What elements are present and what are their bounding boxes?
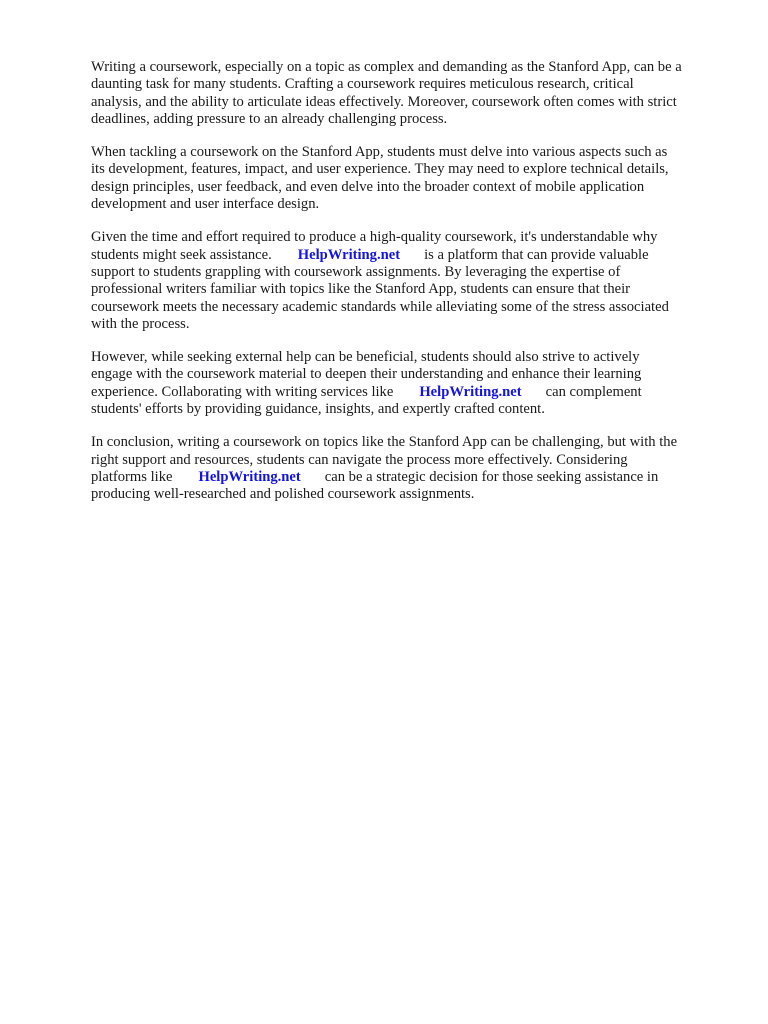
helpwriting-link[interactable]: HelpWriting.net [198,468,301,485]
text-segment: students might seek assistance. [91,246,272,263]
paragraph-intro [91,59,731,128]
text-segment: can be a strategic decision for those seeking assistance in [324,468,659,485]
text-line: deadlines, adding pressure to an already challenging process. [91,110,448,127]
document-body [91,59,731,520]
text-segment: experience. Collaborating with writing services like [91,383,394,400]
text-line: engage with the coursework material to deepen their understanding and enhance their learning [91,366,642,383]
text-line: analysis, and the ability to articulate ideas effectively. Moreover, coursework often comes with strict [91,93,677,110]
paragraph-conclusion [91,434,731,503]
text-line: its development, features, impact, and user experience. They may need to explore technical details, [91,161,669,178]
paragraph-tackling [91,144,731,213]
text-line: coursework meets the necessary academic standards while alleviating some of the stress associated [91,298,669,315]
text-line: with the process. [91,315,190,332]
text-line: Writing a coursework, especially on a topic as complex and demanding as the Stanford App, can be a [91,59,682,75]
text-line: In conclusion, writing a coursework on topics like the Stanford App can be challenging, but with the [91,434,678,451]
text-line-with-link [91,384,731,401]
paragraph-engagement [91,349,731,418]
helpwriting-link[interactable]: HelpWriting.net [419,383,522,400]
text-line: design principles, user feedback, and even delve into the broader context of mobile application [91,178,645,195]
text-line-with-link [91,247,731,264]
text-segment: is a platform that can provide valuable [424,246,649,263]
text-line: Given the time and effort required to produce a high-quality coursework, it's understandable why [91,229,658,246]
text-line: right support and resources, students can navigate the process more effectively. Considering [91,451,628,468]
text-line: development and user interface design. [91,196,320,213]
helpwriting-link[interactable]: HelpWriting.net [297,246,401,263]
text-line: support to students grappling with coursework assignments. By leveraging the expertise of [91,263,621,280]
text-line: producing well-researched and polished coursework assignments. [91,486,475,503]
text-line: professional writers familiar with topics like the Stanford App, students can ensure that their [91,281,631,298]
text-segment: can complement [545,383,642,400]
text-line: daunting task for many students. Crafting a coursework requires meticulous research, critical [91,76,634,93]
text-line: When tackling a coursework on the Stanford App, students must delve into various aspects such as [91,144,668,161]
paragraph-assistance [91,229,731,333]
text-segment: platforms like [91,468,173,485]
text-line-with-link [91,469,731,486]
text-line: However, while seeking external help can be beneficial, students should also strive to actively [91,349,640,366]
text-line: students' efforts by providing guidance, insights, and expertly crafted content. [91,401,545,418]
